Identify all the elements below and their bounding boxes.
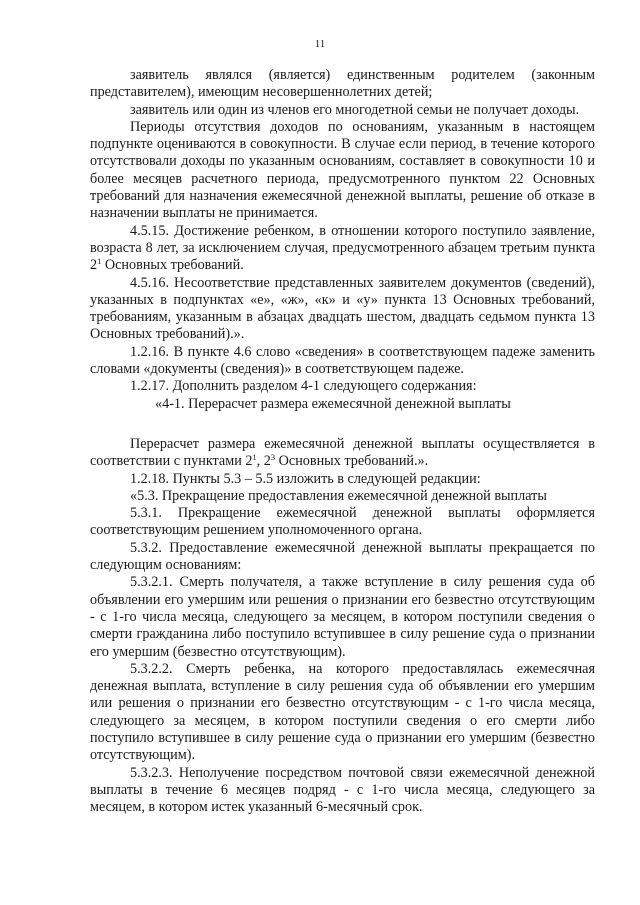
- paragraph-5-3-2: 5.3.2. Предоставление ежемесячной денежной выплаты прекращается по следующим основаниям:: [90, 539, 595, 574]
- paragraph-1-2-16: 1.2.16. В пункте 4.6 слово «сведения» в соответствующем падеже заменить словами «документы (сведения)» в соответствующем падеже.: [90, 343, 595, 378]
- paragraph-no-income: заявитель или один из членов его многодетной семьи не получает доходы.: [130, 101, 580, 118]
- paragraph-5-3-2-2: 5.3.2.2. Смерть ребенка, на которого предоставлялась ежемесячная денежная выплата, вступление в силу решения суда об объявлении его умершим или решения о признании его безвестно отсутствующим - с 1-го числа месяца, следующего за месяцем, в котором поступили сведения о его смерти либо поступило вступившее в силу решение суда о признании его умершим (безвестно отсутствующим).: [90, 660, 595, 764]
- paragraph-1-2-18: 1.2.18. Пункты 5.3 – 5.5 изложить в следующей редакции:: [130, 470, 481, 487]
- page-number: 11: [314, 38, 326, 50]
- paragraph-5-3-2-3: 5.3.2.3. Неполучение посредством почтовой связи ежемесячной денежной выплаты в течение 6 месяцев подряд - с 1-го числа месяца, следующего за месяцем, в котором истек указанный 6-месячный срок.: [90, 764, 595, 816]
- paragraph-1-2-17: 1.2.17. Дополнить разделом 4-1 следующего содержания:: [130, 378, 477, 395]
- paragraph-recalculation: [90, 436, 595, 471]
- paragraph-4-5-15-tail: Основных требований.: [101, 257, 244, 274]
- blank-line: [90, 413, 595, 436]
- paragraph-recalculation-text: Перерасчет размера ежемесячной денежной выплаты осуществляется в соответствии с пунктами 2: [90, 435, 595, 470]
- paragraph-income-periods: Периоды отсутствия доходов по основаниям, указанным в настоящем подпункте оцениваются в совокупности. В случае если период, в течение которого отсутствовали доходы по указанным основаниям, составляет в совокупности 10 и более месяцев расчетного периода, предусмотренного пунктом 22 Основных требований для назначения ежемесячной денежной выплаты, решение об отказе в назначении выплаты не принимается.: [90, 118, 595, 222]
- paragraph-4-5-15-text: 4.5.15. Достижение ребенком, в отношении которого поступило заявление, возраста 8 лет, за исключением случая, предусмотренного абзацем третьим пункта 2: [90, 222, 595, 274]
- paragraph-5-3-1: 5.3.1. Прекращение ежемесячной денежной выплаты оформляется соответствующим решением уполномоченного органа.: [90, 505, 595, 539]
- superscript-1: 1: [252, 452, 257, 463]
- paragraph-recalculation-tail: Основных требований.».: [275, 453, 429, 470]
- section-4-1-heading: «4-1. Перерасчет размера ежемесячной денежной выплаты: [155, 395, 511, 412]
- document-body: [90, 67, 595, 816]
- section-5-3-heading: «5.3. Прекращение предоставления ежемесячной денежной выплаты: [130, 487, 547, 504]
- superscript-3: 3: [270, 452, 276, 463]
- paragraph-5-3-2-1: 5.3.2.1. Смерть получателя, а также вступление в силу решения суда об объявлении его умершим или решения о признании его безвестно отсутствующим - с 1-го числа месяца, следующего за месяцем, в котором поступили сведения о смерти гражданина либо поступило вступившее в силу решение суда о признании его умершим (безвестно отсутствующим).: [90, 574, 595, 660]
- paragraph-4-5-16: 4.5.16. Несоответствие представленных заявителем документов (сведений), указанных в подпунктах «е», «ж», «к» и «у» пункта 13 Основных требований, требованиям, указанным в абзацах двадцать шестом, двадцать седьмом пункта 13 Основных требований).».: [90, 274, 595, 343]
- paragraph-recalculation-middle: , 2: [256, 453, 271, 470]
- paragraph-4-5-15: [90, 223, 595, 275]
- superscript-1: 1: [97, 256, 102, 267]
- paragraph-single-parent: заявитель являлся (является) единственным родителем (законным представителем), имеющим несовершеннолетних детей;: [90, 67, 595, 101]
